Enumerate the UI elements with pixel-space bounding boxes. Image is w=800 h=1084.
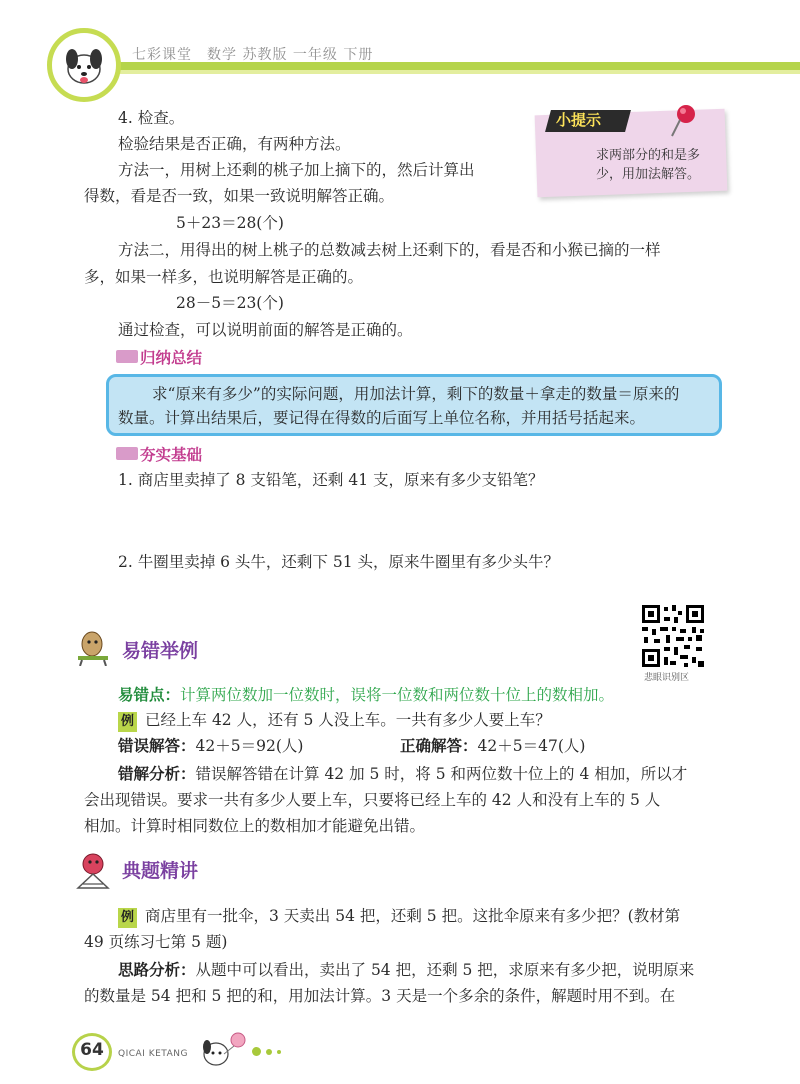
question-1: 1. 商店里卖掉了 8 支铅笔，还剩 41 支，原来有多少支铅笔？: [118, 471, 544, 489]
page-number: 64: [80, 1040, 104, 1060]
question-2: 2. 牛圈里卖掉 6 头牛，还剩下 51 头，原来牛圈里有多少头牛？: [118, 553, 560, 571]
check-intro: 检验结果是否正确，有两种方法。: [118, 135, 351, 153]
idea-text-1: 从题中可以看出，卖出了 54 把，还剩 5 把，求原来有多少把，说明原来: [195, 961, 695, 979]
right-answer-text: 42＋5＝47(人): [477, 737, 586, 755]
equation-1: 5＋23＝28(个): [176, 214, 284, 232]
idea-line1: [118, 960, 694, 980]
method2-line2: 多，如果一样多，也说明解答是正确的。: [84, 268, 364, 286]
footer-brand: QICAI KETANG: [118, 1049, 188, 1059]
header-bar-accent: [48, 70, 800, 74]
analysis-line2: 会出现错误。要求一共有多少人要上车，只要将已经上车的 42 人和没有上车的 5 人: [84, 791, 661, 809]
summary-text: [118, 382, 718, 430]
right-answer-label: 正确解答：: [400, 737, 478, 755]
method1-line2: 得数，看是否一致，如果一致说明解答正确。: [84, 187, 395, 205]
dog-mascot-icon: [52, 33, 116, 97]
idea-label: 思路分析：: [118, 961, 196, 979]
check-heading: 4. 检查。: [118, 109, 185, 127]
wrong-answer-label: 错误解答：: [118, 737, 196, 755]
summary-label: 归纳总结: [140, 349, 203, 367]
classic-title: 典题精讲: [122, 860, 199, 882]
analysis-line3: 相加。计算时相同数位上的数相加才能避免出错。: [84, 817, 426, 835]
classic-example-line2: 49 页练习七第 5 题): [84, 933, 228, 951]
basics-label: 夯实基础: [140, 446, 203, 464]
method1-line1: 方法一，用树上还剩的桃子加上摘下的，然后计算出: [118, 161, 475, 179]
header-title: 七彩课堂 数学 苏教版 一年级 下册: [132, 47, 374, 63]
wrong-answer: [118, 736, 303, 756]
mistake-point-text: 计算两位数加一位数时，误将一位数和两位数十位上的数相加。: [180, 686, 615, 704]
summary-line1: 求“原来有多少”的实际问题，用加法计算，剩下的数量＋拿走的数量＝原来的: [152, 385, 680, 403]
book-icon: [116, 447, 138, 460]
book-icon: [116, 350, 138, 363]
analysis-label: 错解分析：: [118, 765, 196, 783]
mistake-point-label: 易错点：: [118, 686, 181, 704]
pushpin-icon: [666, 102, 700, 142]
classic-mascot-icon: [74, 850, 112, 890]
classic-example-text-1: 商店里有一批伞，3 天卖出 54 把，还剩 5 把。这批伞原来有多少把？(教材第: [145, 907, 681, 925]
method2-line1: 方法二，用得出的树上桃子的总数减去树上还剩下的，看是否和小猴已摘的一样: [118, 241, 661, 259]
footer-dot: [266, 1049, 272, 1055]
conclusion: 通过检查，可以说明前面的解答是正确的。: [118, 321, 413, 339]
example-tag: 例: [118, 908, 137, 928]
analysis-line1: [118, 764, 687, 784]
tip-title: 小提示: [556, 111, 602, 129]
equation-2: 28－5＝23(个): [176, 294, 284, 312]
classic-example-line1: [118, 906, 680, 928]
mistake-mascot-icon: [74, 630, 112, 666]
mistake-point: [118, 685, 614, 705]
mistake-example-text: 已经上车 42 人，还有 5 人没上车。一共有多少人要上车？: [145, 711, 551, 729]
mistake-example: [118, 710, 551, 732]
wrong-answer-text: 42＋5＝92(人): [195, 737, 304, 755]
footer-mascot-icon: [198, 1030, 250, 1070]
summary-line2: 数量。计算出结果后，要记得在得数的后面写上单位名称，并用括号括起来。: [118, 409, 646, 427]
footer-dot: [277, 1050, 281, 1054]
analysis-text-1: 错误解答错在计算 42 加 5 时，将 5 和两位数十位上的 4 相加，所以才: [195, 765, 688, 783]
mistakes-title: 易错举例: [122, 640, 199, 662]
qr-label: 悲眼识别区: [644, 673, 690, 683]
qr-code: [640, 603, 706, 669]
tip-body: 求两部分的和是多少，用加法解答。: [596, 148, 701, 182]
footer-dot: [252, 1047, 261, 1056]
idea-line2: 的数量是 54 把和 5 把的和，用加法计算。3 天是一个多余的条件，解题时用不到。在: [84, 987, 676, 1005]
mascot-logo: [47, 28, 121, 102]
example-tag: 例: [118, 712, 137, 732]
right-answer: [400, 736, 585, 756]
